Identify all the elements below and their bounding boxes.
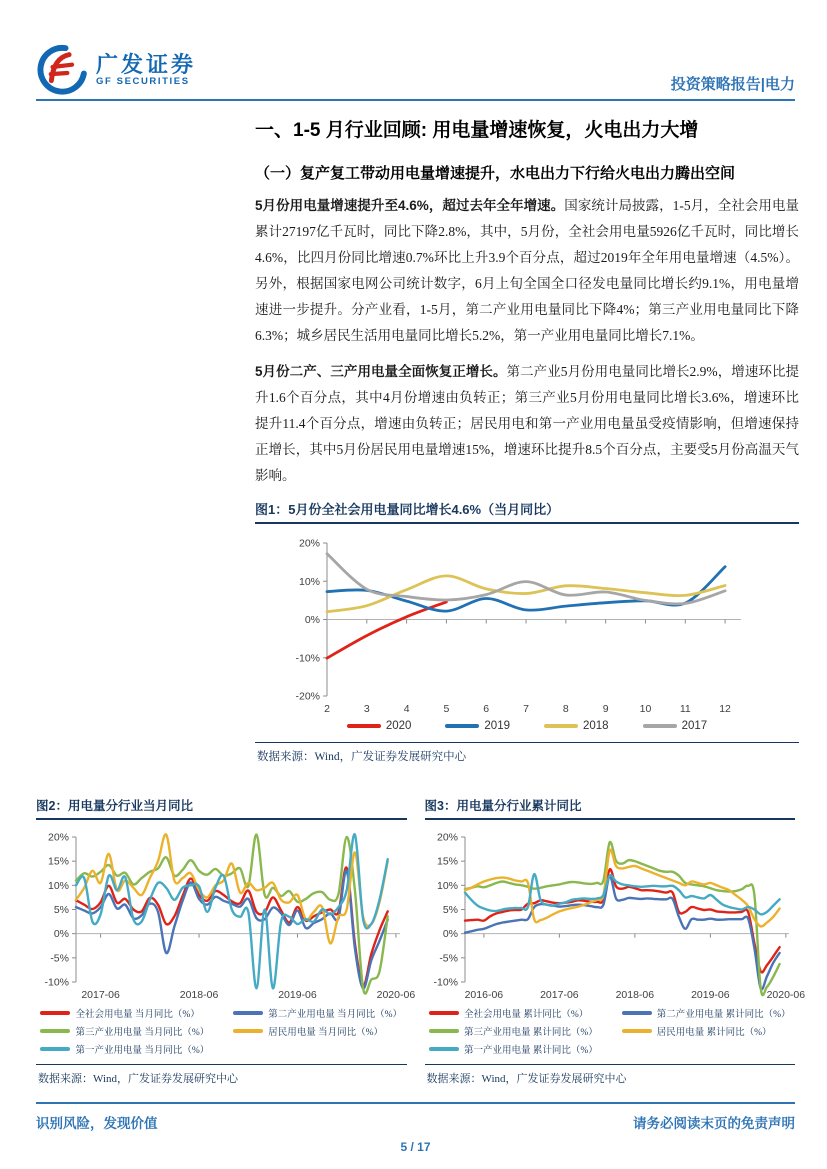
legend-swatch (429, 1011, 459, 1015)
legend-swatch (643, 724, 677, 728)
paragraph-2 (255, 359, 799, 489)
legend-label: 第一产业用电量 当月同比（%） (75, 1046, 210, 1056)
legend-label: 第一产业用电量 累计同比（%） (463, 1046, 598, 1056)
svg-text:-10%: -10% (295, 652, 320, 665)
legend-label: 2017 (681, 720, 708, 732)
figure2-chart (36, 820, 416, 1002)
legend-swatch (429, 1047, 459, 1051)
legend-label: 第三产业用电量 累计同比（%） (463, 1028, 598, 1038)
paragraph-1-lead: 5月份用电量增速提升至4.6%，超过去年全年增速。 (255, 198, 565, 213)
legend-swatch (233, 1029, 263, 1033)
svg-text:10%: 10% (47, 879, 69, 892)
svg-text:10%: 10% (298, 575, 320, 588)
figure3-title: 图3：用电量分行业累计同比 (425, 796, 796, 820)
legend-item (40, 1042, 209, 1056)
page-title: 一、1-5 月行业回顾: 用电量增速恢复，火电出力大增 (255, 120, 699, 141)
svg-text:2017-06: 2017-06 (539, 989, 579, 1001)
figure3-legend (425, 1006, 796, 1056)
page-header (36, 44, 795, 96)
svg-text:2020-06: 2020-06 (376, 989, 416, 1001)
svg-text:0%: 0% (442, 928, 458, 941)
legend-swatch (347, 724, 381, 728)
figure3 (424, 796, 805, 1090)
svg-text:8: 8 (562, 703, 569, 715)
legend-swatch (233, 1011, 263, 1015)
svg-text:20%: 20% (47, 831, 69, 844)
legend-item (622, 1006, 791, 1020)
legend-item (40, 1024, 209, 1038)
svg-text:4: 4 (403, 703, 410, 715)
svg-text:2018-06: 2018-06 (179, 989, 219, 1001)
logo-cn: 广发证券 (96, 51, 197, 77)
legend-swatch (40, 1029, 70, 1033)
figure2-legend (36, 1006, 407, 1056)
legend-label: 居民用电量 累计同比（%） (656, 1028, 772, 1038)
legend-item (233, 1024, 402, 1038)
svg-text:20%: 20% (298, 537, 320, 550)
svg-text:2020-06: 2020-06 (766, 989, 805, 1001)
legend-swatch (40, 1047, 70, 1051)
legend-label: 居民用电量 当月同比（%） (268, 1028, 384, 1038)
legend-label: 2018 (583, 720, 609, 732)
svg-text:2016-06: 2016-06 (464, 989, 503, 1001)
figure3-chart (425, 820, 805, 1002)
svg-text:7: 7 (523, 703, 529, 715)
legend-label: 2019 (484, 720, 510, 732)
legend-item (429, 1006, 598, 1020)
legend-swatch (622, 1011, 652, 1015)
svg-text:5: 5 (443, 703, 450, 715)
footer-disclaimer: 请务必阅读末页的免责声明 (633, 1116, 795, 1131)
svg-text:2019-06: 2019-06 (690, 989, 730, 1001)
paragraph-1-text: 国家统计局披露，1-5月，全社会用电量累计27197亿千瓦时，同比下降2.8%，其中，5月份，全社会用电量5926亿千瓦时，同比增长4.6%，比四月份同比增速0.7%环比上升3.9个百分点，超过2019年全年用电量增速（4.5%）。另外，根据国家电网公司统计数字，6月上旬全国全口径发电量同比增长约9.1%，用电量增速进一步提升。分产业看，1-5月，第二产业用电量同比下降4%；第三产业用电量同比下降6.3%；城乡居民生活用电量同比增长5.2%，第一产业用电量同比增长7.1%。 (255, 198, 800, 343)
svg-text:10%: 10% (436, 879, 458, 892)
svg-text:2019-06: 2019-06 (278, 989, 317, 1001)
legend-swatch (40, 1011, 70, 1015)
svg-text:-20%: -20% (295, 690, 320, 703)
section-heading: （一）复产复工带动用电量增速提升，水电出力下行给火电出力腾出空间 (255, 165, 736, 182)
paragraph-2-text: 第二产业5月份用电量同比增长2.9%，增速环比提升1.6个百分点，其中4月份增速由负转正；第三产业5月份用电量同比增长3.6%，增速环比提升11.4个百分点，增速由负转正；居民用电和第一产业用电量虽受疫情影响，但增速保持正增长，其中5月份居民用电量增速15%，增速环比提升8.5个百分点，主要受5月份高温天气影响。 (255, 364, 799, 483)
legend-label: 第三产业用电量 当月同比（%） (75, 1028, 210, 1038)
chart-canvas (281, 536, 751, 716)
svg-text:-5%: -5% (50, 952, 69, 965)
legend-label: 2020 (385, 720, 412, 732)
svg-text:6: 6 (483, 703, 490, 715)
figure1 (255, 499, 799, 768)
legend-swatch (544, 724, 578, 728)
svg-text:11: 11 (679, 703, 691, 715)
paragraph-1 (255, 193, 799, 349)
figure1-source: 数据来源：Wind，广发证券发展研究中心 (255, 742, 799, 768)
figure3-source: 数据来源：Wind，广发证券发展研究中心 (425, 1064, 796, 1090)
svg-text:10: 10 (639, 703, 652, 715)
paragraph-2-lead: 5月份二产、三产用电量全面恢复正增长。 (255, 364, 507, 379)
page-footer (36, 1102, 795, 1132)
legend-label: 全社会用电量 当月同比（%） (75, 1010, 200, 1020)
figure1-title: 图1：5月份全社会用电量同比增长4.6%（当月同比） (255, 499, 799, 524)
legend-label: 全社会用电量 累计同比（%） (463, 1010, 589, 1020)
svg-text:2017-06: 2017-06 (81, 989, 120, 1001)
svg-text:0%: 0% (304, 614, 320, 626)
gf-logo (36, 44, 196, 96)
legend-swatch (429, 1029, 459, 1033)
legend-item (40, 1006, 209, 1020)
legend-label: 第二产业用电量 累计同比（%） (656, 1010, 791, 1020)
chart-canvas (425, 830, 805, 1002)
figure1-chart (255, 524, 799, 716)
svg-text:15%: 15% (436, 855, 458, 868)
page-number: 5 / 17 (400, 1140, 431, 1154)
legend-item (429, 1042, 598, 1056)
svg-text:5%: 5% (442, 904, 458, 916)
svg-text:9: 9 (602, 703, 609, 715)
chart-canvas (36, 830, 416, 1002)
legend-item (643, 720, 708, 732)
svg-text:12: 12 (719, 703, 731, 715)
legend-item (445, 720, 510, 732)
legend-item (347, 720, 412, 732)
gf-logo-icon (36, 44, 88, 96)
svg-text:-5%: -5% (438, 952, 458, 965)
header-divider (36, 99, 795, 101)
svg-text:-10%: -10% (44, 976, 69, 989)
svg-text:20%: 20% (436, 831, 458, 844)
legend-item (622, 1024, 791, 1038)
figure2 (36, 796, 416, 1090)
figure1-legend (255, 720, 799, 732)
svg-text:5%: 5% (53, 904, 69, 916)
legend-item (544, 720, 609, 732)
legend-item (233, 1006, 402, 1020)
legend-swatch (622, 1029, 652, 1033)
svg-text:15%: 15% (47, 855, 69, 868)
figure2-title: 图2：用电量分行业当月同比 (36, 796, 407, 820)
report-type-label: 投资策略报告|电力 (670, 76, 795, 93)
gf-logo-text (96, 53, 196, 87)
svg-text:2: 2 (324, 703, 330, 715)
svg-text:-10%: -10% (432, 976, 458, 989)
footer-slogan: 识别风险，发现价值 (36, 1116, 158, 1131)
logo-en: GF SECURITIES (96, 76, 190, 88)
bottom-figures-row (36, 796, 805, 1090)
svg-text:0%: 0% (53, 928, 69, 941)
figure2-source: 数据来源：Wind，广发证券发展研究中心 (36, 1064, 407, 1090)
svg-text:3: 3 (363, 703, 370, 715)
svg-text:2018-06: 2018-06 (615, 989, 654, 1001)
legend-label: 第二产业用电量 当月同比（%） (268, 1010, 403, 1020)
legend-item (429, 1024, 598, 1038)
legend-swatch (445, 724, 479, 728)
